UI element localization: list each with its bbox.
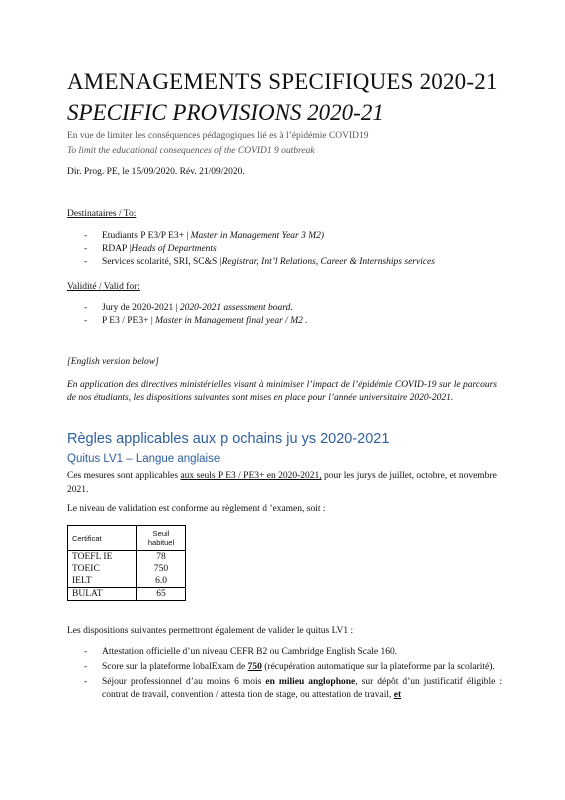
table-row <box>68 588 186 601</box>
table-row <box>68 575 186 588</box>
validation-level-text: Le niveau de validation est conforme au règlement d ’examen, soit : <box>67 504 326 514</box>
validity-list <box>84 302 308 328</box>
english-version-note: [English version below] <box>67 357 159 367</box>
intro-en: To limit the educational consequences of the COVID1 9 outbreak <box>67 146 315 156</box>
section-title: Règles applicables aux p ochains ju ys 2020-2021 <box>67 431 390 447</box>
measures-paragraph: Ces mesures sont applicables aux seuls P E3 / PE3+ en 2020-2021, pour les jurys de juillet, octobre, et novembre 2021. <box>67 471 497 495</box>
list-item: - Services scolarité, SRI, SC&S |Registrar, Int’l Relations, Career & Internships services <box>84 256 435 269</box>
recipients-list <box>84 230 435 269</box>
certificate-table <box>67 525 186 601</box>
table-cell: TOEIC <box>68 563 137 575</box>
list-item: - RDAP |Heads of Departments <box>84 243 435 256</box>
validity-heading: Validité / Valid for: <box>67 282 140 292</box>
table-cell: IELT <box>68 575 137 588</box>
recipients-heading: Destinataires / To: <box>67 209 137 219</box>
page-subtitle: SPECIFIC PROVISIONS 2020-21 <box>67 100 384 125</box>
table-cell: 6.0 <box>137 575 186 588</box>
table-row <box>68 563 186 575</box>
list-item: - Score sur la plateforme lobalExam de 750 (récupération automatique sur la plateforme par la scolarité). <box>84 661 502 674</box>
table-cell: BULAT <box>68 588 137 601</box>
table-header: Seuil habituel <box>137 526 186 551</box>
table-cell: TOEFL IE <box>68 551 137 564</box>
directive-date: Dir. Prog. PE, le 15/09/2020. Rév. 21/09/2020. <box>67 167 245 177</box>
table-cell: 65 <box>137 588 186 601</box>
table-cell: 750 <box>137 563 186 575</box>
dispositions-list <box>84 646 502 704</box>
table-header-row <box>68 526 186 551</box>
page-title: AMENAGEMENTS SPECIFIQUES 2020-21 <box>67 69 498 94</box>
table-cell: 78 <box>137 551 186 564</box>
list-item: - Séjour professionnel d’au moins 6 mois en milieu anglophone, sur dépôt d’un justificatif éligible : contrat de travail, convention / attesta tion de stage, ou attestation de travail, et <box>84 676 502 702</box>
table-row <box>68 551 186 564</box>
intro-paragraph: En application des directives ministérielles visant à minimiser l’impact de l’épidémie COVID-19 sur le parcours de nos étudiants, les dispositions suivantes sont mises en place pour l’année universitaire 2020-2021. <box>67 380 497 403</box>
list-item: - Attestation officielle d’un niveau CEFR B2 ou Cambridge English Scale 160. <box>84 646 502 659</box>
list-item: - Jury de 2020-2021 | 2020-2021 assessment board. <box>84 302 308 315</box>
list-item: - Etudiants P E3/P E3+ | Master in Management Year 3 M2) <box>84 230 435 243</box>
intro-fr: En vue de limiter les conséquences pédagogiques lié es à l’épidémie COVID19 <box>67 131 369 141</box>
section-subtitle: Quitus LV1 – Langue anglaise <box>67 453 221 465</box>
table-header: Certificat <box>68 526 137 551</box>
list-item: - P E3 / PE3+ | Master in Management final year / M2 . <box>84 315 308 328</box>
dispositions-text: Les dispositions suivantes permettront également de valider le quitus LV1 : <box>67 626 354 636</box>
